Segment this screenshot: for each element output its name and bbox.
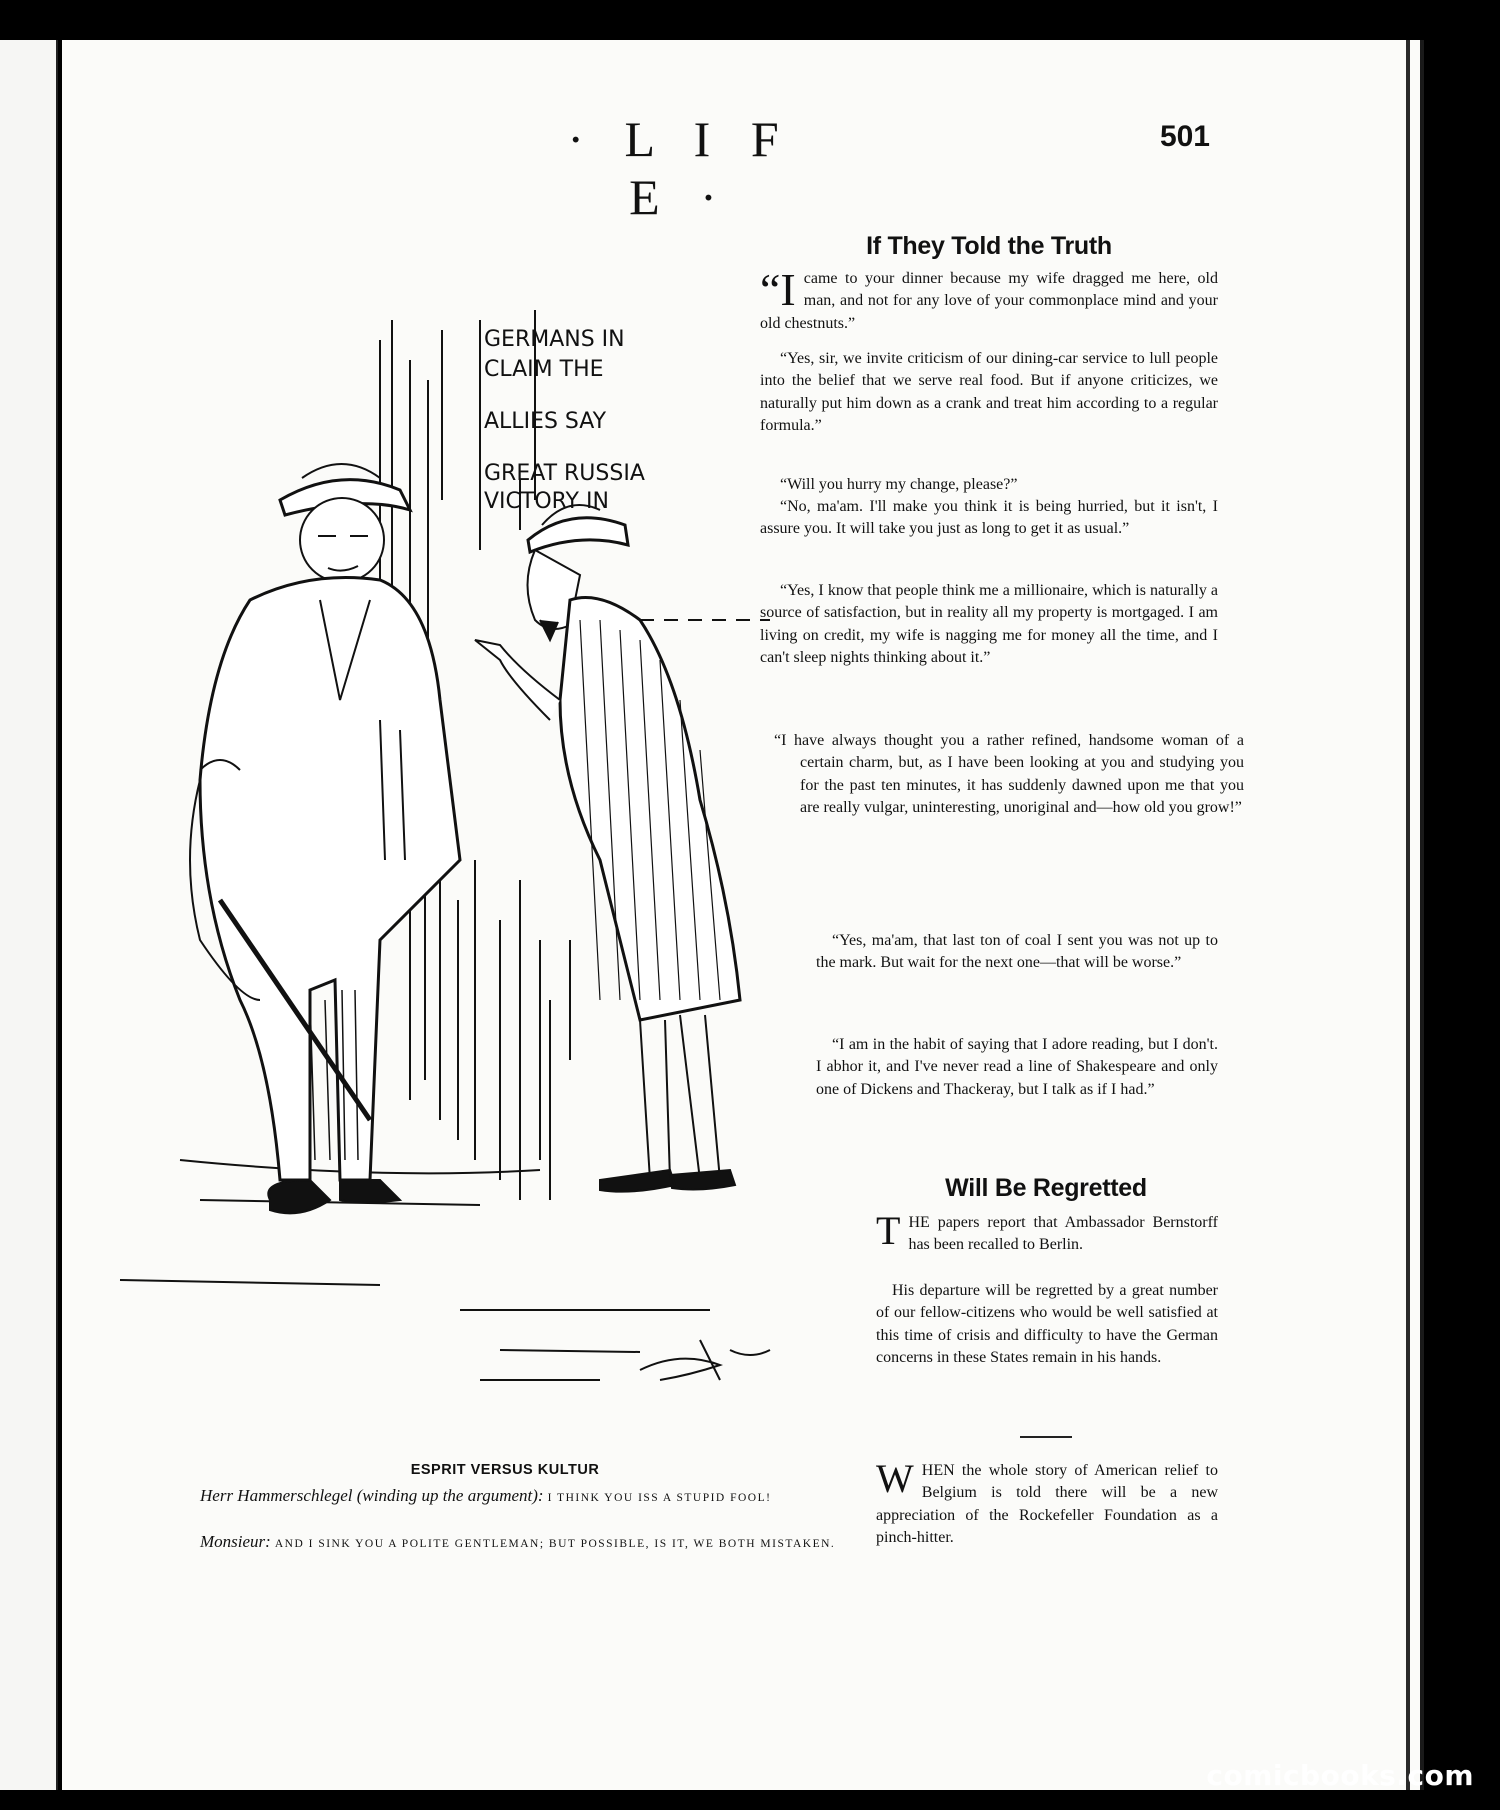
caption-dialogue-2 xyxy=(172,1530,852,1556)
article-1-para-7: “I am in the habit of saying that I adore reading, but I don't. I abhor it, and I've never read a line of Shakespeare and only one of Dickens and Thackeray, but I talk as if I had.” xyxy=(816,1036,1218,1098)
article-2-para-2: His departure will be regretted by a great number of our fellow-citizens who would be well satisfied at this time of crisis and difficulty to have the German concerns in these States remain in his hands. xyxy=(876,1282,1218,1367)
watermark: comicbooks.com xyxy=(1206,1759,1474,1792)
poster-line-4: GREAT RUSSIA xyxy=(484,461,645,486)
caption-speaker-2: Monsieur: xyxy=(200,1532,271,1551)
poster-line-1: GERMANS IN xyxy=(484,327,625,352)
caption-line-2: AND I SINK YOU A POLITE GENTLEMAN; BUT POSSIBLE, IS IT, WE BOTH MISTAKEN. xyxy=(274,1538,836,1550)
drop-cap-2: T xyxy=(876,1208,901,1253)
article-1-para-5: “I have always thought you a rather refined, handsome woman of a certain charm, but, as I have been looking at you and studying you for the past ten minutes, it has suddenly dawned upon me that you are really vulgar, uninteresting, unoriginal and—how old you grow!” xyxy=(774,732,1244,817)
article-1-para-6: “Yes, ma'am, that last ton of coal I sent you was not up to the mark. But wait for the next one—that will be worse.” xyxy=(816,932,1218,972)
article-3-para-1: WHEN the whole story of American relief to Belgium is told there will be a new appreciation of the Rockefeller Foundation as a pinch-hitter. xyxy=(876,1456,1218,1547)
article-1-title: If They Told the Truth xyxy=(866,232,1112,260)
article-1-para-3a: “Will you hurry my change, please?” xyxy=(780,476,1018,493)
article-1-para-2: “Yes, sir, we invite criticism of our dining-car service to lull people into the belief that we serve real food. But if anyone criticizes, we naturally put him down as a crank and treat him according to a regular formula.” xyxy=(760,350,1218,435)
poster-line-2: CLAIM THE xyxy=(484,357,604,382)
adjacent-page-edge xyxy=(0,40,58,1790)
caption-dialogue-1 xyxy=(172,1484,852,1510)
poster-line-5: VICTORY IN xyxy=(484,489,609,514)
article-1-para-4: “Yes, I know that people think me a millionaire, which is naturally a source of satisfaction, but in reality all my property is mortgaged. I am living on credit, my wife is nagging me for money all the time, and I can't sleep nights thinking about it.” xyxy=(760,582,1218,667)
masthead: · L I F E · xyxy=(567,111,793,225)
article-1-para-3b: “No, ma'am. I'll make you think it is being hurried, but it isn't, I assure you. It will take you just as long to get it as usual.” xyxy=(760,498,1218,538)
cartoon-caption-title: ESPRIT VERSUS KULTUR xyxy=(410,1462,600,1478)
poster-line-3: ALLIES SAY xyxy=(484,409,607,434)
article-2-title: Will Be Regretted xyxy=(945,1174,1147,1202)
article-2-para-1: THE papers report that Ambassador Bernstorff has been recalled to Berlin. xyxy=(876,1208,1218,1254)
page-number: 501 xyxy=(1159,120,1210,153)
article-1-para-1: “Icame to your dinner because my wife dragged me here, old man, and not for any love of your commonplace mind and your old chestnuts.” xyxy=(760,264,1218,332)
caption-line-1: I THINK YOU ISS A STUPID FOOL! xyxy=(547,1492,772,1504)
drop-cap-1: “I xyxy=(760,264,796,315)
caption-speaker-1: Herr Hammerschlegel (winding up the argument): xyxy=(200,1486,544,1505)
drop-cap-3: W xyxy=(876,1456,914,1501)
section-divider xyxy=(1020,1436,1072,1438)
cartoon-illustration xyxy=(80,300,860,1460)
page-gutter-border xyxy=(1406,40,1410,1790)
